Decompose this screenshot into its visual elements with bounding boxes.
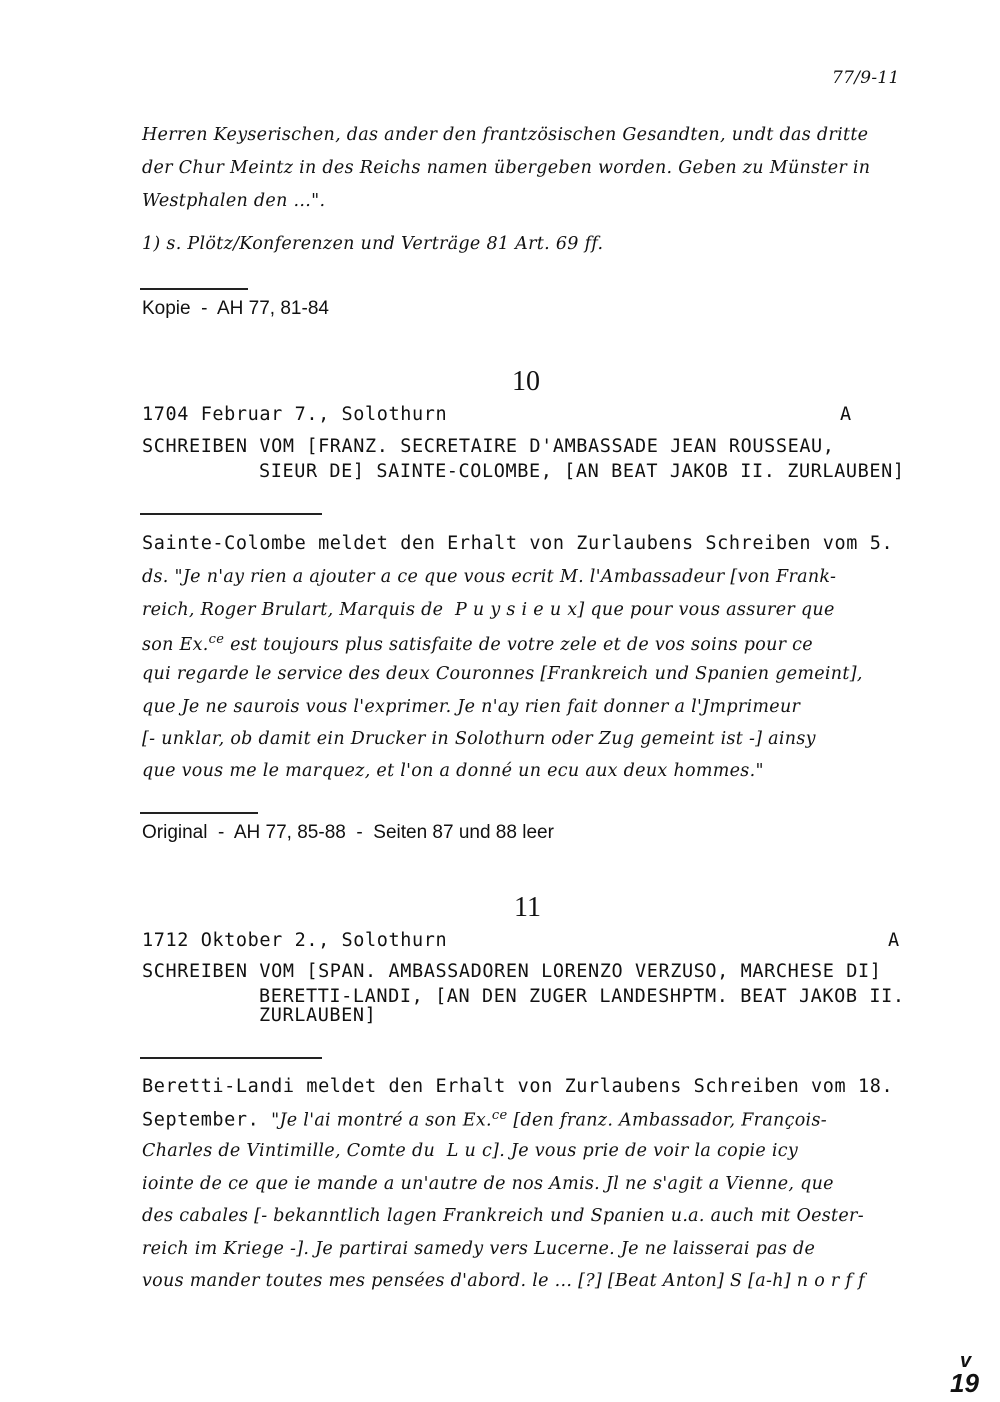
- entry-tag: A: [840, 404, 852, 425]
- entry-heading-line: BERETTI-LANDI, [AN DEN ZUGER LANDESHPTM. BEAT JAKOB II.: [259, 986, 905, 1007]
- entry-heading-line: SCHREIBEN VOM [FRANZ. SECRETAIRE D'AMBASSADE JEAN ROUSSEAU,: [142, 436, 835, 457]
- entry-body-line: Charles de Vintimille, Comte du L u c]. Je vous prie de voir la copie icy: [142, 1141, 799, 1161]
- separator-rule: [140, 513, 322, 515]
- entry-body-line: September. "Je l'ai montré a son Ex.$^{ce}$ [den franz. Ambassador, François-: [142, 1108, 827, 1131]
- entry-body-line: [- unklar, ob damit ein Drucker in Solothurn oder Zug gemeint ist -] ainsy: [142, 729, 816, 749]
- entry-body-line: qui regarde le service des deux Couronnes [Frankreich und Spanien gemeint],: [142, 664, 863, 684]
- entry-body-line: iointe de ce que ie mande a un'autre de nos Amis. Jl ne s'agit a Vienne, que: [142, 1174, 834, 1194]
- entry-date-place: 1704 Februar 7., Solothurn: [142, 404, 448, 425]
- handwritten-check-mark: v: [960, 1350, 972, 1372]
- continuation-line: der Chur Meintz in des Reichs namen übergeben worden. Geben zu Münster in: [142, 158, 871, 178]
- continuation-line: Herren Keyserischen, das ander den frantzösischen Gesandten, undt das dritte: [142, 125, 869, 145]
- page-reference: 77/9-11: [832, 68, 900, 88]
- entry-date-place: 1712 Oktober 2., Solothurn: [142, 930, 448, 951]
- entry-tag: A: [888, 930, 900, 951]
- continuation-line: Westphalen den ...".: [142, 191, 326, 211]
- footnote: 1) s. Plötz/Konferenzen und Verträge 81 Art. 69 ff.: [142, 234, 604, 254]
- handwritten-folio-number: 19: [950, 1368, 979, 1398]
- separator-rule: [140, 1057, 322, 1059]
- entry-body-line: vous mander toutes mes pensées d'abord. le ... [?] [Beat Anton] S [a-h] n o r f f: [142, 1271, 865, 1291]
- entry-body-line: son Ex.$^{ce}$ est toujours plus satisfaite de votre zele et de vos soins pour ce: [142, 632, 813, 655]
- entry-body-line: que Je ne saurois vous l'exprimer. Je n'ay rien fait donner a l'Jmprimeur: [142, 697, 801, 717]
- entry-body-line: reich, Roger Brulart, Marquis de P u y s i e u x] que pour vous assurer que: [142, 600, 835, 620]
- entry-body-line: que vous me le marquez, et l'on a donné un ecu aux deux hommes.": [142, 761, 764, 781]
- separator-rule: [140, 812, 258, 814]
- entry-body-line: Sainte-Colombe meldet den Erhalt von Zurlaubens Schreiben vom 5.: [142, 533, 894, 554]
- entry-body-line: Beretti-Landi meldet den Erhalt von Zurlaubens Schreiben vom 18.: [142, 1076, 894, 1097]
- entry-body-line: reich im Kriege -]. Je partirai samedy vers Lucerne. Je ne laisserai pas de: [142, 1239, 816, 1259]
- entry-body-line: ds. "Je n'ay rien a ajouter a ce que vous ecrit M. l'Ambassadeur [von Frank-: [142, 567, 837, 587]
- source-note: Kopie - AH 77, 81-84: [142, 298, 329, 319]
- entry-heading-line: ZURLAUBEN]: [259, 1005, 377, 1026]
- entry-number: 11: [514, 892, 541, 923]
- entry-body-line: des cabales [- bekanntlich lagen Frankreich und Spanien u.a. auch mit Oester-: [142, 1206, 864, 1226]
- source-note: Original - AH 77, 85-88 - Seiten 87 und 88 leer: [142, 822, 554, 843]
- entry-heading-line: SIEUR DE] SAINTE-COLOMBE, [AN BEAT JAKOB II. ZURLAUBEN]: [259, 461, 905, 482]
- entry-number: 10: [512, 366, 540, 397]
- entry-heading-line: SCHREIBEN VOM [SPAN. AMBASSADOREN LORENZO VERZUSO, MARCHESE DI]: [142, 961, 882, 982]
- separator-rule: [140, 288, 248, 290]
